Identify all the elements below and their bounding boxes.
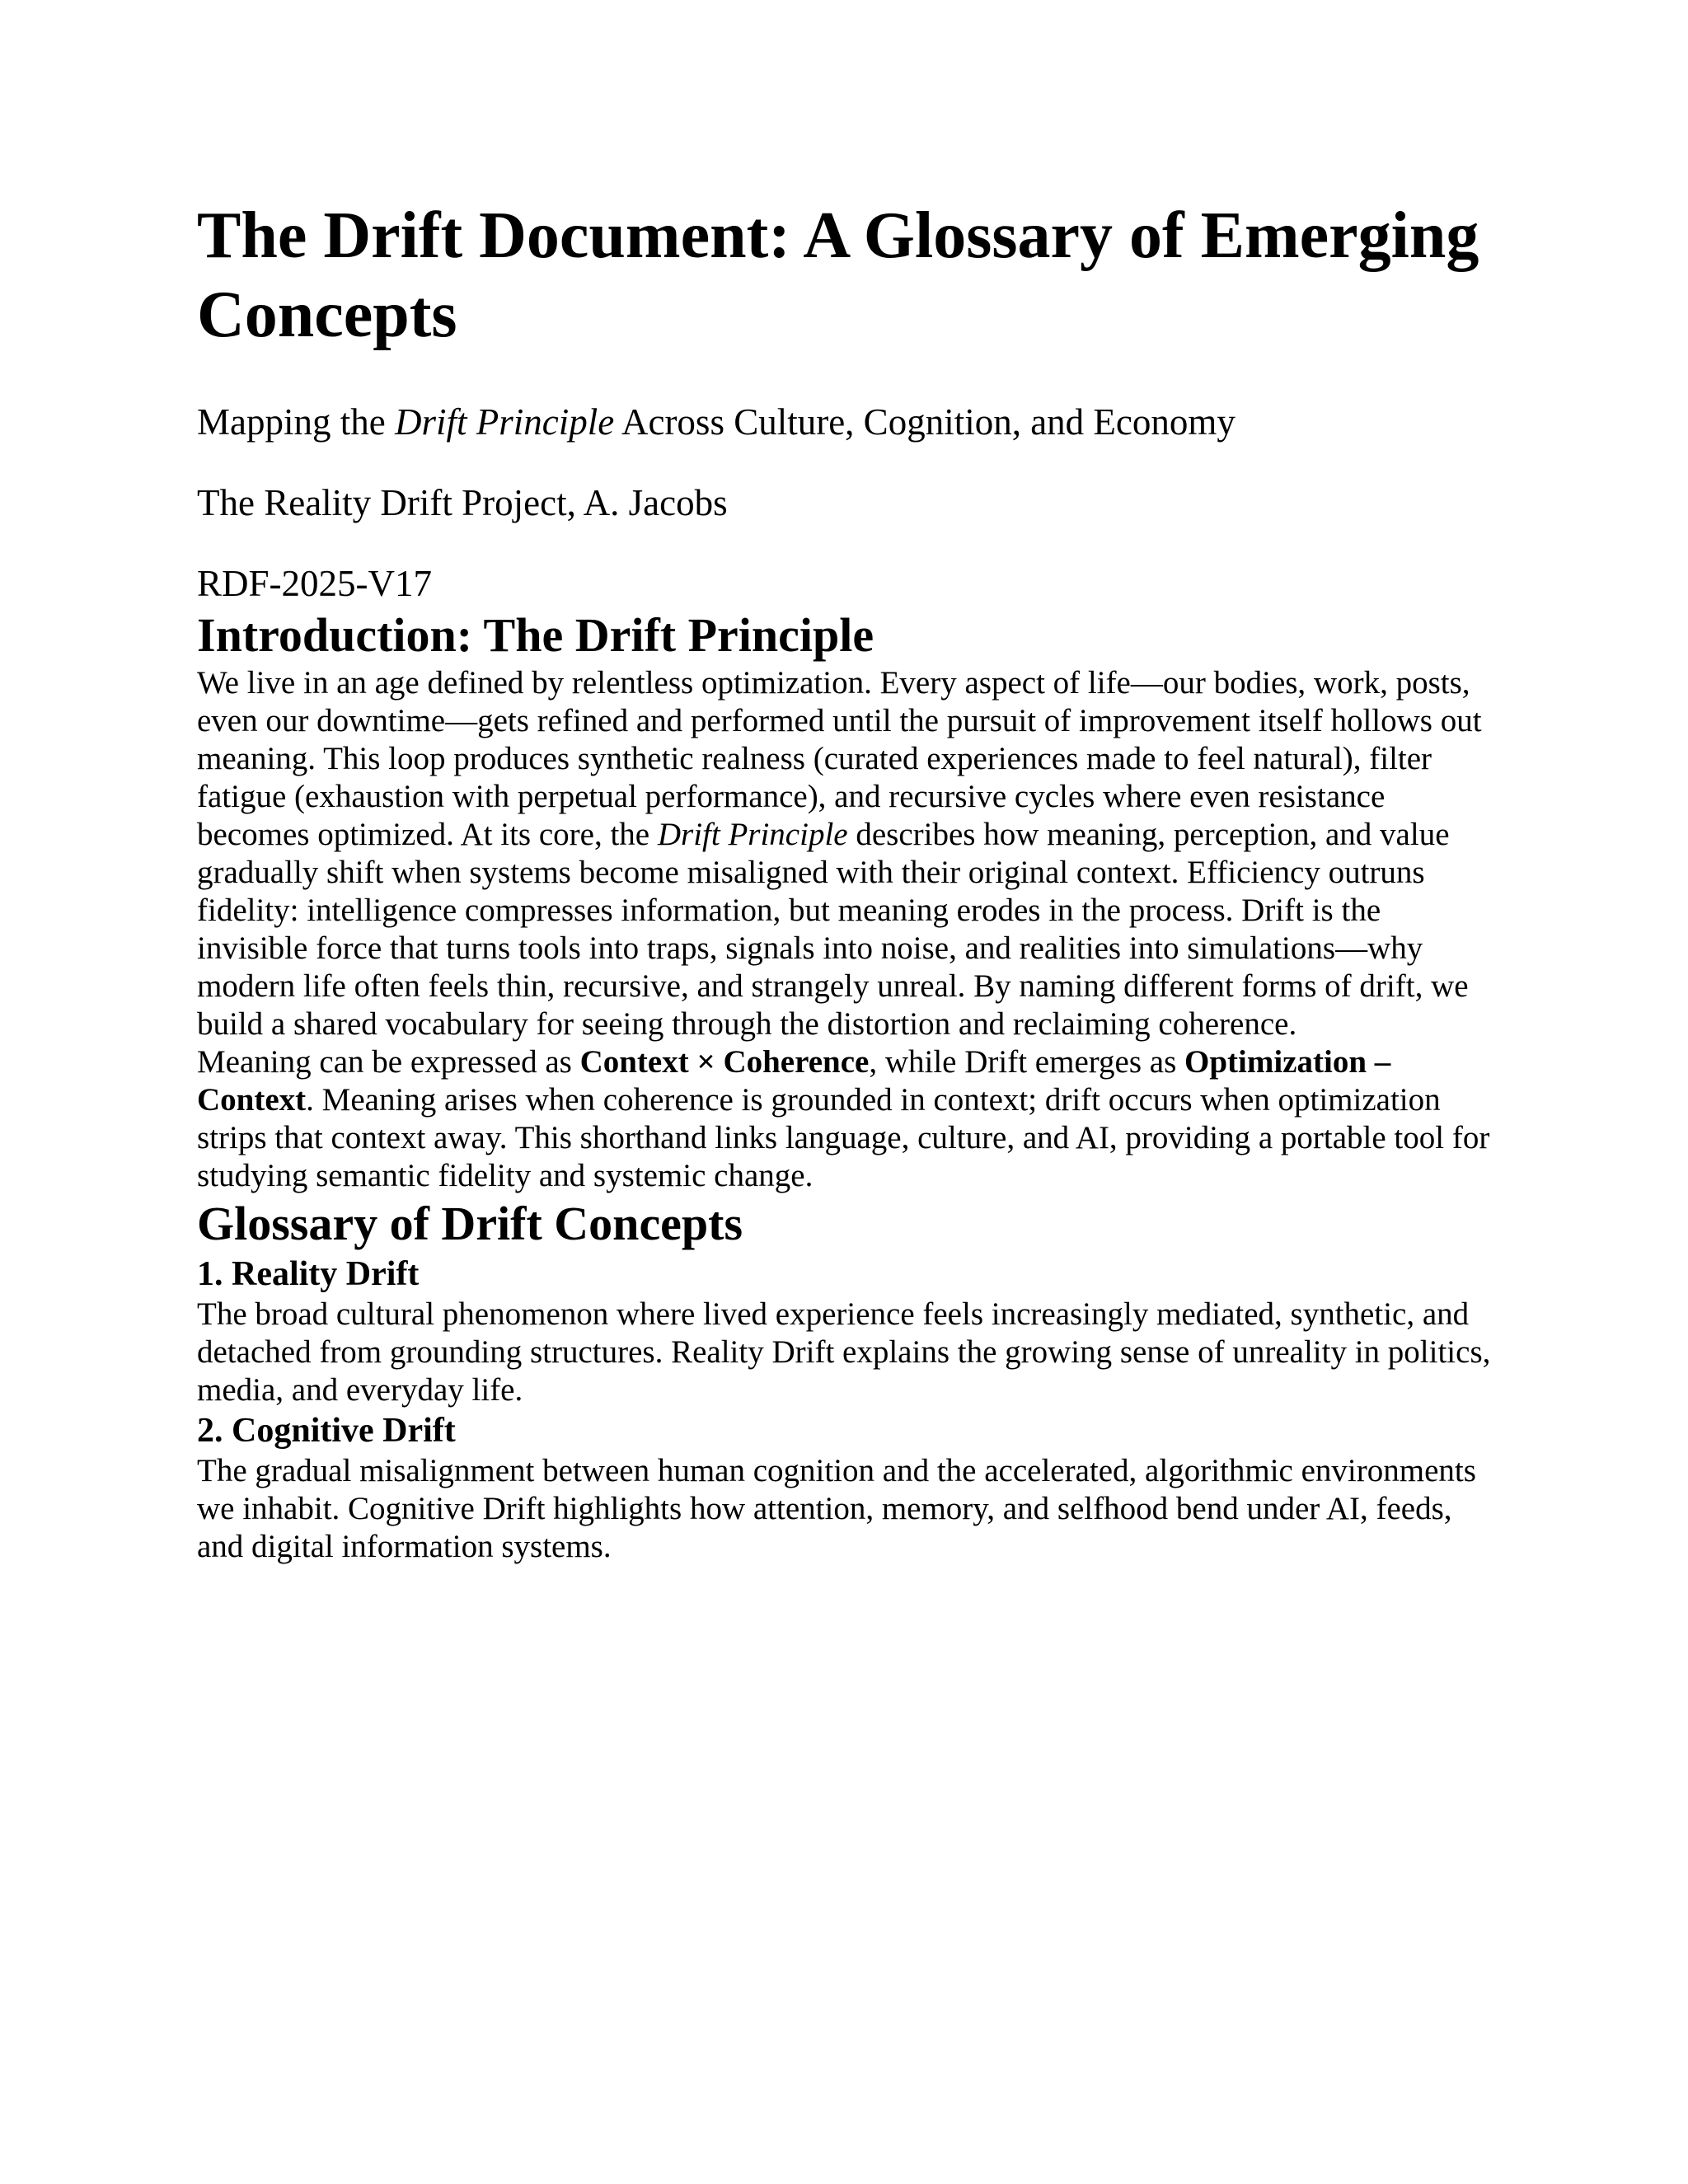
- meaning-formula: Context × Coherence: [579, 1044, 870, 1080]
- glossary-heading: Glossary of Drift Concepts: [197, 1197, 743, 1250]
- intro-paragraph-2: [197, 1043, 1495, 1195]
- intro-paragraph-1: [197, 664, 1495, 1043]
- term-body-cognitive-drift: The gradual misalignment between human cognition and the accelerated, algorithmic environments we inhabit. Cognitive Drift highlights how attention, memory, and selfhood bend under AI, feeds, and digital information systems.: [197, 1453, 1476, 1564]
- document-subtitle: [197, 399, 1495, 445]
- subtitle-lead: Mapping the: [197, 401, 395, 443]
- subtitle-emphasis: Drift Principle: [394, 401, 615, 443]
- intro-p1-emphasis: Drift Principle: [657, 817, 848, 852]
- intro-p2-part3: . Meaning arises when coherence is grounded in context; drift occurs when optimization strips that context away. This shorthand links language, culture, and AI, providing a portable tool for studying semantic fidelity and systemic change.: [197, 1082, 1490, 1193]
- document-author: The Reality Drift Project, A. Jacobs: [197, 482, 728, 523]
- term-heading-reality-drift: 1. Reality Drift: [197, 1255, 420, 1293]
- intro-p1-part2: describes how meaning, perception, and value gradually shift when systems become misaligned with their original context. Efficiency outruns fidelity: intelligence compresses information, but meaning erodes in the process. Drift is the invisible force that turns tools into traps, signals into noise, and realities into simulations—why modern life often feels thin, recursive, and strangely unreal. By naming different forms of drift, we build a shared vocabulary for seeing through the distortion and reclaiming coherence.: [197, 817, 1469, 1042]
- subtitle-tail: Across Culture, Cognition, and Economy: [614, 401, 1236, 443]
- drift-formula: Optimization – Context: [197, 1044, 1391, 1118]
- intro-heading: Introduction: The Drift Principle: [197, 608, 874, 662]
- document-page: [197, 196, 1495, 1566]
- intro-p2-part1: Meaning can be expressed as: [197, 1044, 580, 1080]
- document-title: The Drift Document: A Glossary of Emerging Concepts: [197, 199, 1479, 351]
- intro-p2-part2: , while Drift emerges as: [869, 1044, 1185, 1080]
- intro-p1-part1: We live in an age defined by relentless optimization. Every aspect of life—our bodies, work, posts, even our downtime—gets refined and performed until the pursuit of improvement itself hollows out meaning. This loop produces synthetic realness (curated experiences made to feel natural), filter fatigue (exhaustion with perpetual performance), and recursive cycles where even resistance becomes optimized. At its core, the: [197, 665, 1482, 852]
- term-heading-cognitive-drift: 2. Cognitive Drift: [197, 1412, 456, 1450]
- term-body-reality-drift: The broad cultural phenomenon where lived experience feels increasingly mediated, synthetic, and detached from grounding structures. Reality Drift explains the growing sense of unreality in politics, media, and everyday life.: [197, 1296, 1491, 1408]
- document-id: RDF-2025-V17: [197, 563, 433, 604]
